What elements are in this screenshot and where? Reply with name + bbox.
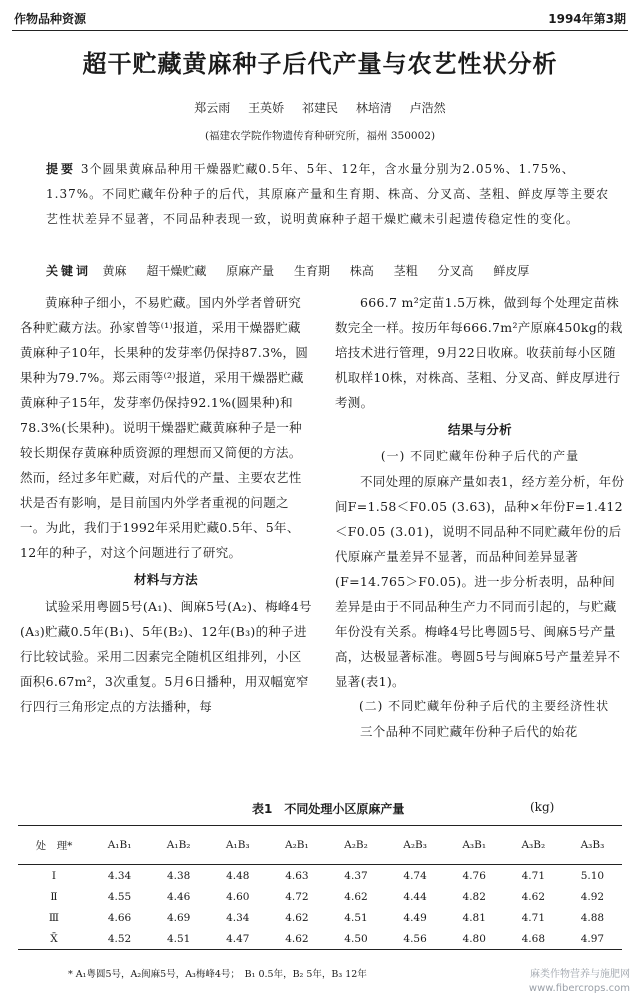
table-cell: 4.62: [285, 911, 309, 924]
methods-paragraph-cont: 666.7 m²定苗1.5万株，做到每个处理定苗株数完全一样。按历年每666.7m²产原麻450kg的栽培技术进行管理，9月22日收麻。收获前每小区随机取样10株，对株高、茎粗、分叉高、鲜皮厚进行考测。: [335, 295, 623, 410]
table-title: 表1 不同处理小区原麻产量: [252, 802, 405, 816]
table-header-row: [18, 826, 622, 865]
row-label: Ⅰ: [51, 869, 57, 882]
table-cell: 4.55: [107, 890, 132, 903]
table-cell: 4.88: [580, 911, 605, 924]
table-footnote: * A₁粤圆5号，A₂闽麻5号，A₃梅峰4号； B₁ 0.5年，B₂ 5年，B₃ 12年: [68, 969, 367, 980]
table-cell: 4.46: [166, 890, 191, 903]
table-unit: (kg): [530, 800, 555, 814]
column-header: A₃B₃: [563, 826, 622, 865]
column-header: A₁B₁: [90, 826, 149, 865]
table-cell: 4.34: [226, 911, 250, 924]
table-cell: 4.74: [403, 869, 427, 882]
column-header: A₁B₂: [149, 826, 208, 865]
keyword: 原麻产量: [226, 264, 275, 278]
abstract-label: 提要: [46, 162, 77, 176]
column-header: A₂B₁: [267, 826, 326, 865]
table-cell: 4.60: [226, 890, 250, 903]
running-header: [14, 8, 626, 28]
table-cell: 4.56: [386, 928, 445, 950]
table-cell: 5.10: [580, 869, 605, 882]
column-header: A₃B₁: [445, 826, 504, 865]
column-header: A₂B₂: [326, 826, 385, 865]
methods-heading: 材料与方法: [133, 572, 198, 587]
column-header: A₁B₃: [208, 826, 267, 865]
keyword: 黄麻: [102, 264, 127, 278]
table-cell: 4.47: [208, 928, 267, 950]
keywords-label: 关键词: [46, 264, 92, 278]
table-cell: 4.50: [326, 928, 385, 950]
table-cell: 4.80: [445, 928, 504, 950]
keyword: 生育期: [294, 264, 331, 278]
table-cell: 4.38: [166, 869, 191, 882]
table-cell: 4.62: [344, 890, 368, 903]
yield-table: [18, 825, 622, 950]
abstract: [46, 157, 620, 232]
table-cell: 4.76: [462, 869, 486, 882]
left-column: [20, 290, 312, 719]
keywords: [46, 260, 620, 282]
table-cell: 4.44: [403, 890, 427, 903]
journal-name: 作物品种资源: [14, 12, 87, 26]
results-paragraph: 三个品种不同贮藏年份种子后代的始花: [360, 724, 578, 739]
author-list: [0, 99, 640, 116]
author: 祁建民: [301, 101, 338, 115]
subsection-heading: (二) 不同贮藏年份种子后代的主要经济性状: [359, 699, 610, 713]
table-cell: 4.52: [90, 928, 149, 950]
right-column: [335, 290, 625, 744]
author: 卢浩然: [409, 101, 446, 115]
author: 王英娇: [248, 101, 285, 115]
table-row: [18, 928, 622, 950]
watermark: [529, 968, 630, 996]
row-label: Ⅲ: [48, 911, 60, 924]
table-cell: 4.68: [504, 928, 563, 950]
keyword: 株高: [349, 264, 374, 278]
table-cell: 4.51: [149, 928, 208, 950]
affiliation: (福建农学院作物遗传育种研究所，福州 350002): [204, 130, 436, 142]
row-label: X̄: [18, 928, 90, 950]
table-cell: 4.81: [462, 911, 486, 924]
issue-label: 1994年第3期: [548, 12, 626, 26]
table-cell: 4.69: [166, 911, 191, 924]
column-header: 处 理*: [18, 826, 90, 865]
table-cell: 4.62: [267, 928, 326, 950]
table-cell: 4.71: [521, 911, 546, 924]
keyword: 超干燥贮藏: [146, 264, 207, 278]
intro-paragraph: 黄麻种子细小，不易贮藏。国内外学者曾研究各种贮藏方法。孙家曾等⁽¹⁾报道，采用干燥器贮藏黄麻种子10年，长果种的发芽率仍保持87.3%，圆果种为79.7%。郑云雨等⁽²⁾报道，采用干燥器贮藏黄麻种子15年，发芽率仍保持92.1%(圆果种)和78.3%(长果种)。说明干燥器贮藏黄麻种子是一种较长期保存黄麻种质资源的理想而又简便的方法。然而，经过多年贮藏，对后代的产量、主要农艺性状是否有影响，是目前国内外学者重视的问题之一。为此，我们于1992年采用贮藏0.5年、5年、12年的种子，对这个问题进行了研究。: [20, 295, 309, 560]
keyword: 分叉高: [437, 264, 474, 278]
table-cell: 4.92: [580, 890, 605, 903]
methods-paragraph: 试验采用粤圆5号(A₁)、闽麻5号(A₂)、梅峰4号(A₃)贮藏0.5年(B₁)、5年(B₂)、12年(B₃)的种子进行比较试验。采用二因素完全随机区组排列，小区面积6.67m²，3次重复。5月6日播种，用双幅宽窄行四行三角形定点的方法播种，每: [20, 599, 312, 714]
author: 郑云雨: [194, 101, 231, 115]
table-row: [18, 865, 622, 887]
abstract-text: 3个圆果黄麻品种用干燥器贮藏0.5年、5年、12年，含水量分别为2.05%、1.75%、1.37%。不同贮藏年份种子的后代，其原麻产量和生育期、株高、分叉高、茎粗、鲜皮厚等主要农艺性状差异不显著，不同品种表现一致，说明黄麻种子超干燥贮藏未引起遗传稳定性的变化。: [46, 162, 610, 226]
table-cell: 4.82: [462, 890, 486, 903]
row-label: Ⅱ: [50, 890, 58, 903]
table-cell: 4.71: [521, 869, 546, 882]
table-cell: 4.63: [285, 869, 309, 882]
header-rule: [12, 30, 628, 31]
table-row: [18, 886, 622, 907]
keyword: 茎粗: [393, 264, 418, 278]
table-cell: 4.51: [344, 911, 368, 924]
keyword: 鲜皮厚: [493, 264, 530, 278]
table-cell: 4.49: [403, 911, 427, 924]
results-heading: 结果与分析: [447, 422, 512, 437]
table-row: [18, 907, 622, 928]
table-cell: 4.66: [107, 911, 132, 924]
author: 林培清: [355, 101, 392, 115]
table-cell: 4.62: [521, 890, 546, 903]
table-cell: 4.48: [226, 869, 250, 882]
results-paragraph: 不同处理的原麻产量如表1，经方差分析，年份间F=1.58＜F0.05 (3.63)，品种×年份F=1.412＜F0.05 (3.01)，说明不同品种不同贮藏年份的后代原麻产量差异不显著，而品种间差异显著(F=14.765＞F0.05)。进一步分析表明，品种间差异是由于不同品种生产力不同而引起的，与贮藏年份没有关系。梅峰4号比粤圆5号、闽麻5号产量高，达极显著标准。粤圆5号与闽麻5号产量差异不显著(表1)。: [335, 474, 625, 689]
table-cell: 4.37: [344, 869, 368, 882]
subsection-heading: (一) 不同贮藏年份种子后代的产量: [380, 449, 580, 463]
paper-title: 超干贮藏黄麻种子后代产量与农艺性状分析: [82, 50, 558, 78]
table-cell: 4.34: [107, 869, 132, 882]
table-cell: 4.97: [563, 928, 622, 950]
column-header: A₂B₃: [386, 826, 445, 865]
watermark-name: 麻类作物营养与施肥网: [530, 969, 630, 980]
table-cell: 4.72: [285, 890, 309, 903]
watermark-url: www.fibercrops.com: [528, 983, 630, 994]
column-header: A₃B₂: [504, 826, 563, 865]
